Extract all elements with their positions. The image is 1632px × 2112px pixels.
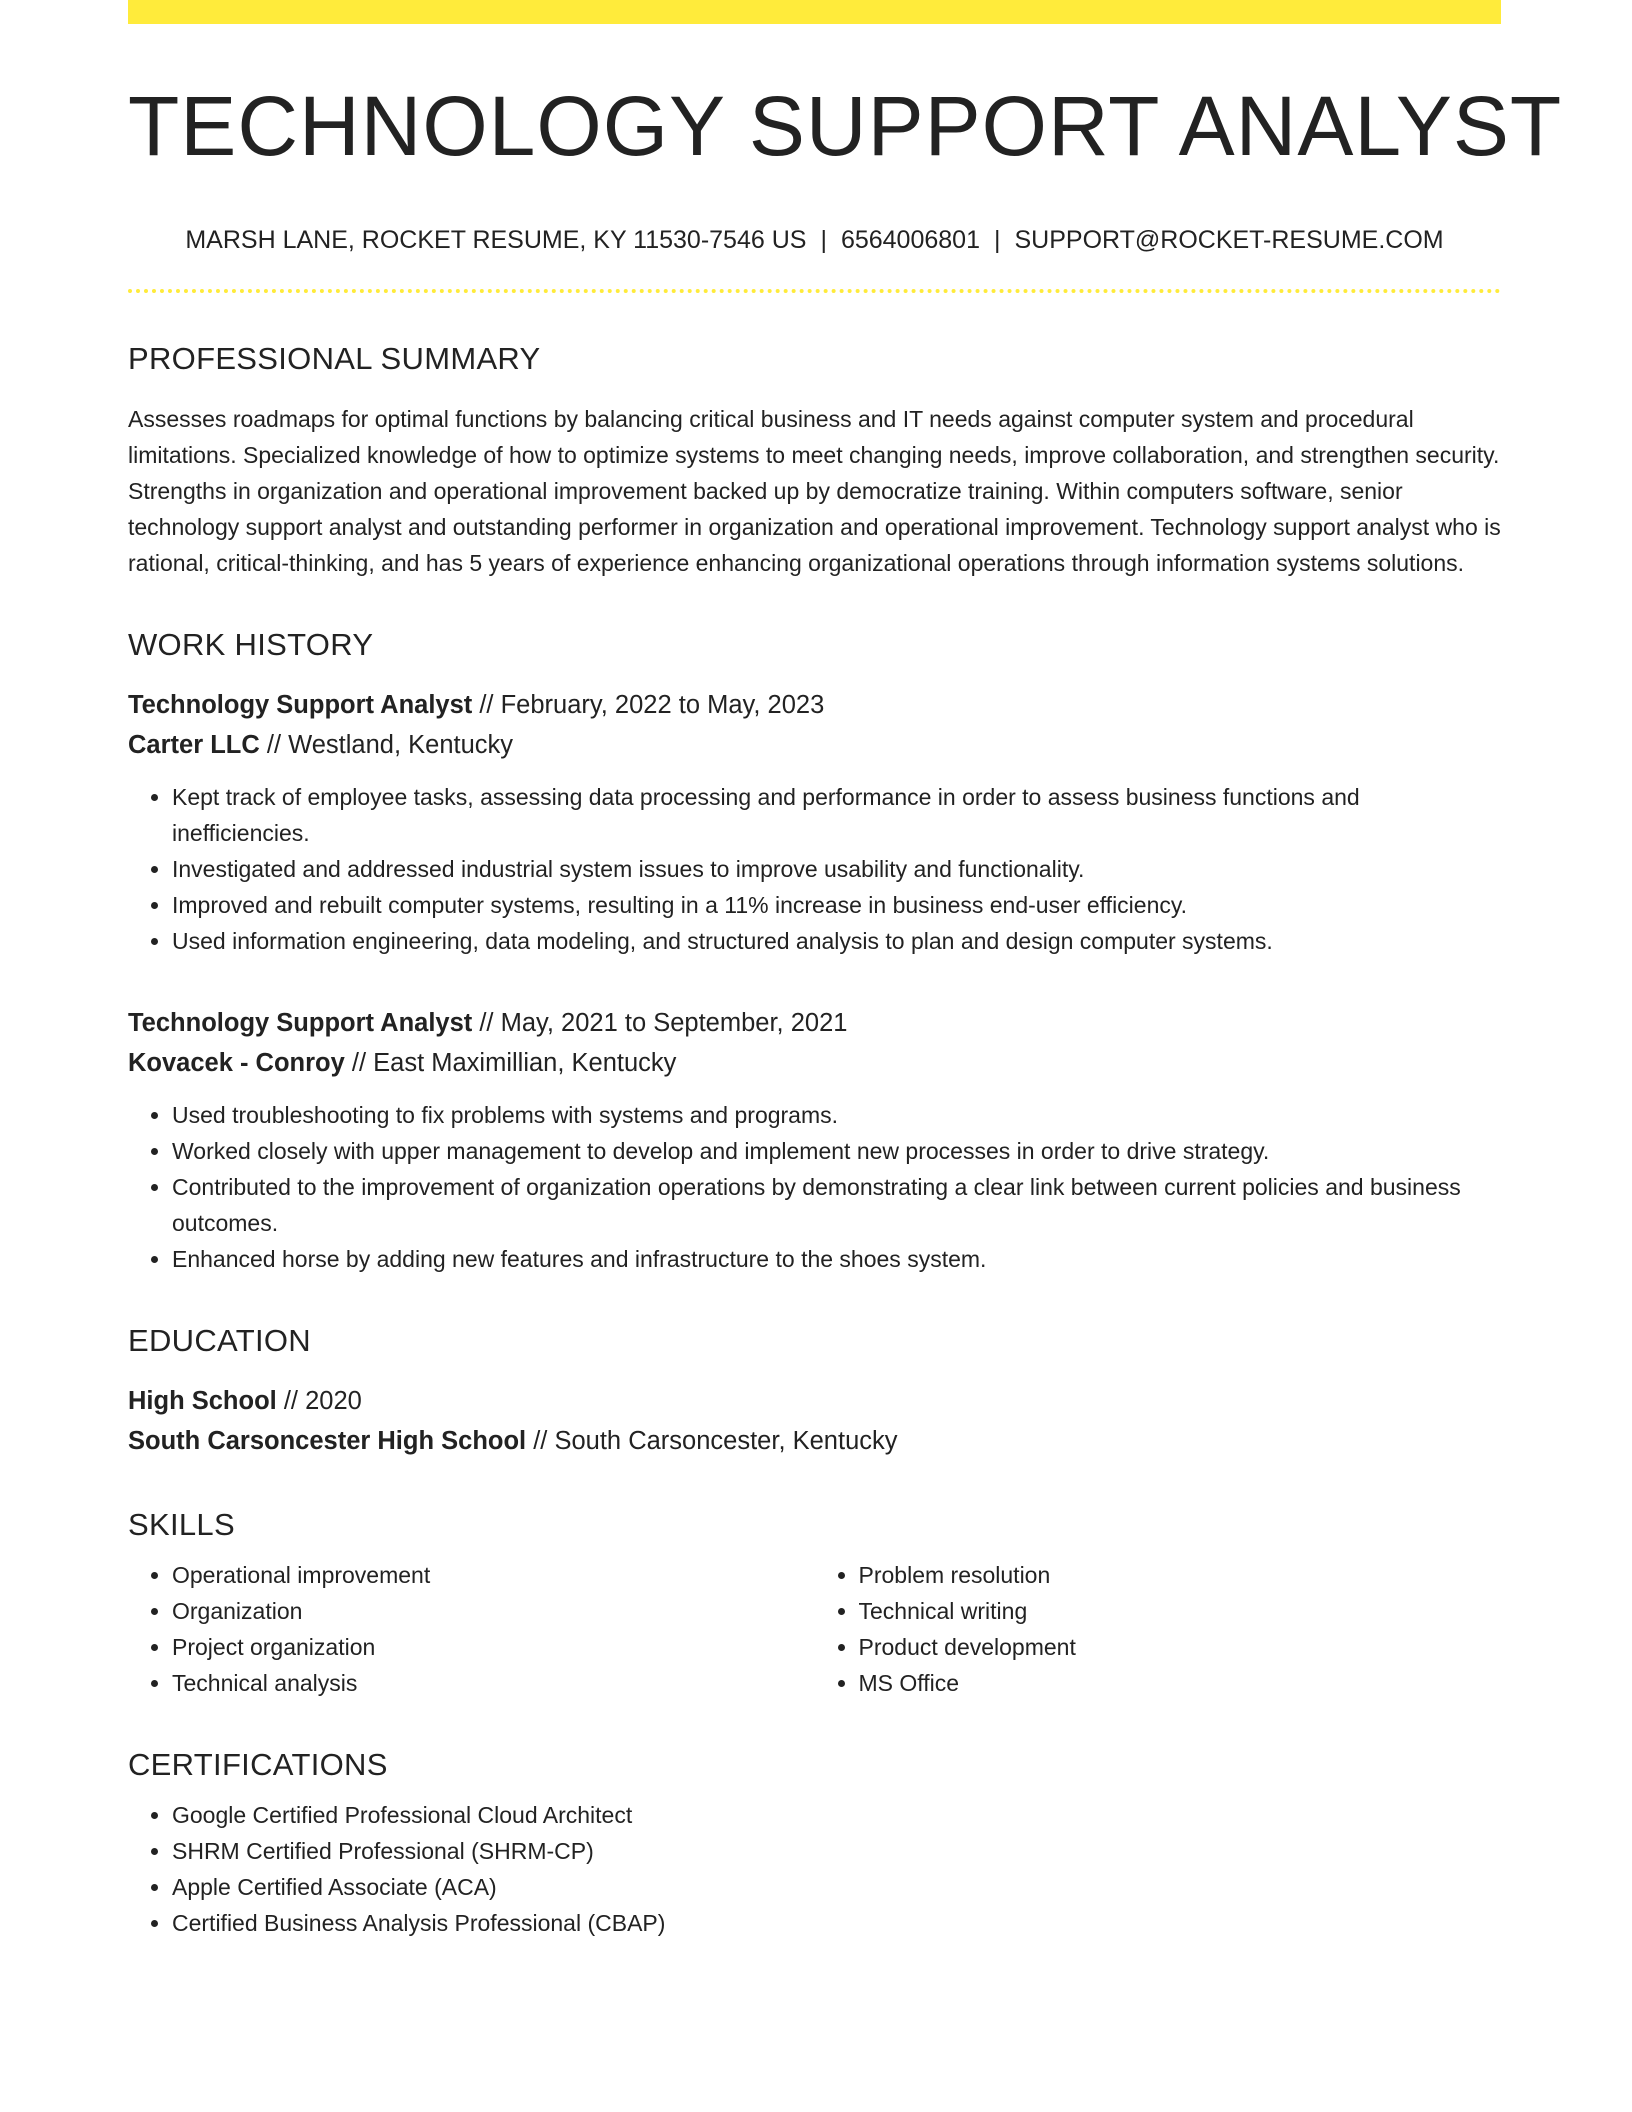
skill-item: • MS Office <box>859 1665 1502 1701</box>
job-company: Carter LLC <box>128 731 260 760</box>
job-bullet: • Worked closely with upper management to develop and implement new processes in order to drive strategy. <box>172 1133 1501 1169</box>
job-bullet: • Kept track of employee tasks, assessing data processing and performance in order to assess business functions and inefficiencies. <box>172 779 1501 851</box>
skills-left-list <box>128 1557 815 1701</box>
education-year: // 2020 <box>276 1387 362 1416</box>
certification-item: • SHRM Certified Professional (SHRM-CP) <box>172 1833 1501 1869</box>
education-entry <box>128 1381 1501 1461</box>
contact-separator: | <box>993 226 1001 255</box>
skills-heading: SKILLS <box>128 1507 235 1543</box>
education-location: // South Carsoncester, Kentucky <box>526 1427 898 1456</box>
education-school: South Carsoncester High School <box>128 1427 527 1456</box>
education-degree: High School <box>128 1387 277 1416</box>
summary-text: Assesses roadmaps for optimal functions by balancing critical business and IT needs against computer system and procedural limitations. Specialized knowledge of how to optimize systems to meet changing needs, improve collaboration, and strengthen security. Strengths in organization and operational improvement backed up by democratize training. Within computers software, senior technology support analyst and outstanding performer in organization and operational improvement. Technology support analyst who is rational, critical-thinking, and has 5 years of experience enhancing organizational operations through information systems solutions. <box>128 406 1501 577</box>
job-bullet: • Contributed to the improvement of organization operations by demonstrating a clear link between current policies and business outcomes. <box>172 1169 1501 1241</box>
certifications-list <box>128 1797 1501 1941</box>
skills-right-list <box>815 1557 1502 1701</box>
job-company-line <box>128 725 1501 765</box>
contact-email: SUPPORT@ROCKET-RESUME.COM <box>1014 226 1444 255</box>
job-location: // Westland, Kentucky <box>259 731 514 760</box>
job-bullet: • Used troubleshooting to fix problems with systems and programs. <box>172 1097 1501 1133</box>
education-heading: EDUCATION <box>128 1323 311 1359</box>
certifications-heading: CERTIFICATIONS <box>128 1747 388 1783</box>
contact-line <box>128 226 1501 255</box>
skill-item: • Product development <box>859 1629 1502 1665</box>
resume-title: TECHNOLOGY SUPPORT ANALYST <box>128 79 1563 173</box>
contact-phone: 6564006801 <box>840 226 980 255</box>
job-dates: // February, 2022 to May, 2023 <box>472 691 825 720</box>
education-school-line <box>128 1421 1501 1461</box>
certification-item: • Apple Certified Associate (ACA) <box>172 1869 1501 1905</box>
skill-item: • Problem resolution <box>859 1557 1502 1593</box>
job-bullet: • Enhanced horse by adding new features and infrastructure to the shoes system. <box>172 1241 1501 1277</box>
contact-separator: | <box>820 226 827 255</box>
skill-item: • Technical analysis <box>172 1665 815 1701</box>
skill-item: • Organization <box>172 1593 815 1629</box>
job-entry <box>128 1003 1501 1277</box>
skill-item: • Technical writing <box>859 1593 1502 1629</box>
job-role: Technology Support Analyst <box>128 1009 473 1038</box>
job-bullets <box>128 779 1501 959</box>
work-history-heading: WORK HISTORY <box>128 627 374 663</box>
job-bullet: • Improved and rebuilt computer systems, resulting in a 11% increase in business end-user efficiency. <box>172 887 1501 923</box>
top-accent-bar <box>128 0 1501 24</box>
skill-item: • Operational improvement <box>172 1557 815 1593</box>
certification-item: • Certified Business Analysis Professional (CBAP) <box>172 1905 1501 1941</box>
job-bullets <box>128 1097 1501 1277</box>
job-company: Kovacek - Conroy <box>128 1049 345 1078</box>
job-dates: // May, 2021 to September, 2021 <box>472 1009 848 1038</box>
job-company-line <box>128 1043 1501 1083</box>
job-role: Technology Support Analyst <box>128 691 473 720</box>
resume-page <box>128 0 1563 1941</box>
education-degree-line <box>128 1381 1501 1421</box>
summary-heading: PROFESSIONAL SUMMARY <box>128 341 541 377</box>
job-bullet: • Used information engineering, data modeling, and structured analysis to plan and design computer systems. <box>172 923 1501 959</box>
job-location: // East Maximillian, Kentucky <box>344 1049 677 1078</box>
skill-item: • Project organization <box>172 1629 815 1665</box>
certification-item: • Google Certified Professional Cloud Architect <box>172 1797 1501 1833</box>
contact-address: MARSH LANE, ROCKET RESUME, KY 11530-7546 US <box>185 226 807 255</box>
job-entry <box>128 685 1501 959</box>
job-bullet: • Investigated and addressed industrial system issues to improve usability and functionality. <box>172 851 1501 887</box>
dotted-divider <box>128 289 1501 293</box>
skills-columns <box>128 1557 1501 1701</box>
job-role-line <box>128 685 1501 725</box>
job-role-line <box>128 1003 1501 1043</box>
